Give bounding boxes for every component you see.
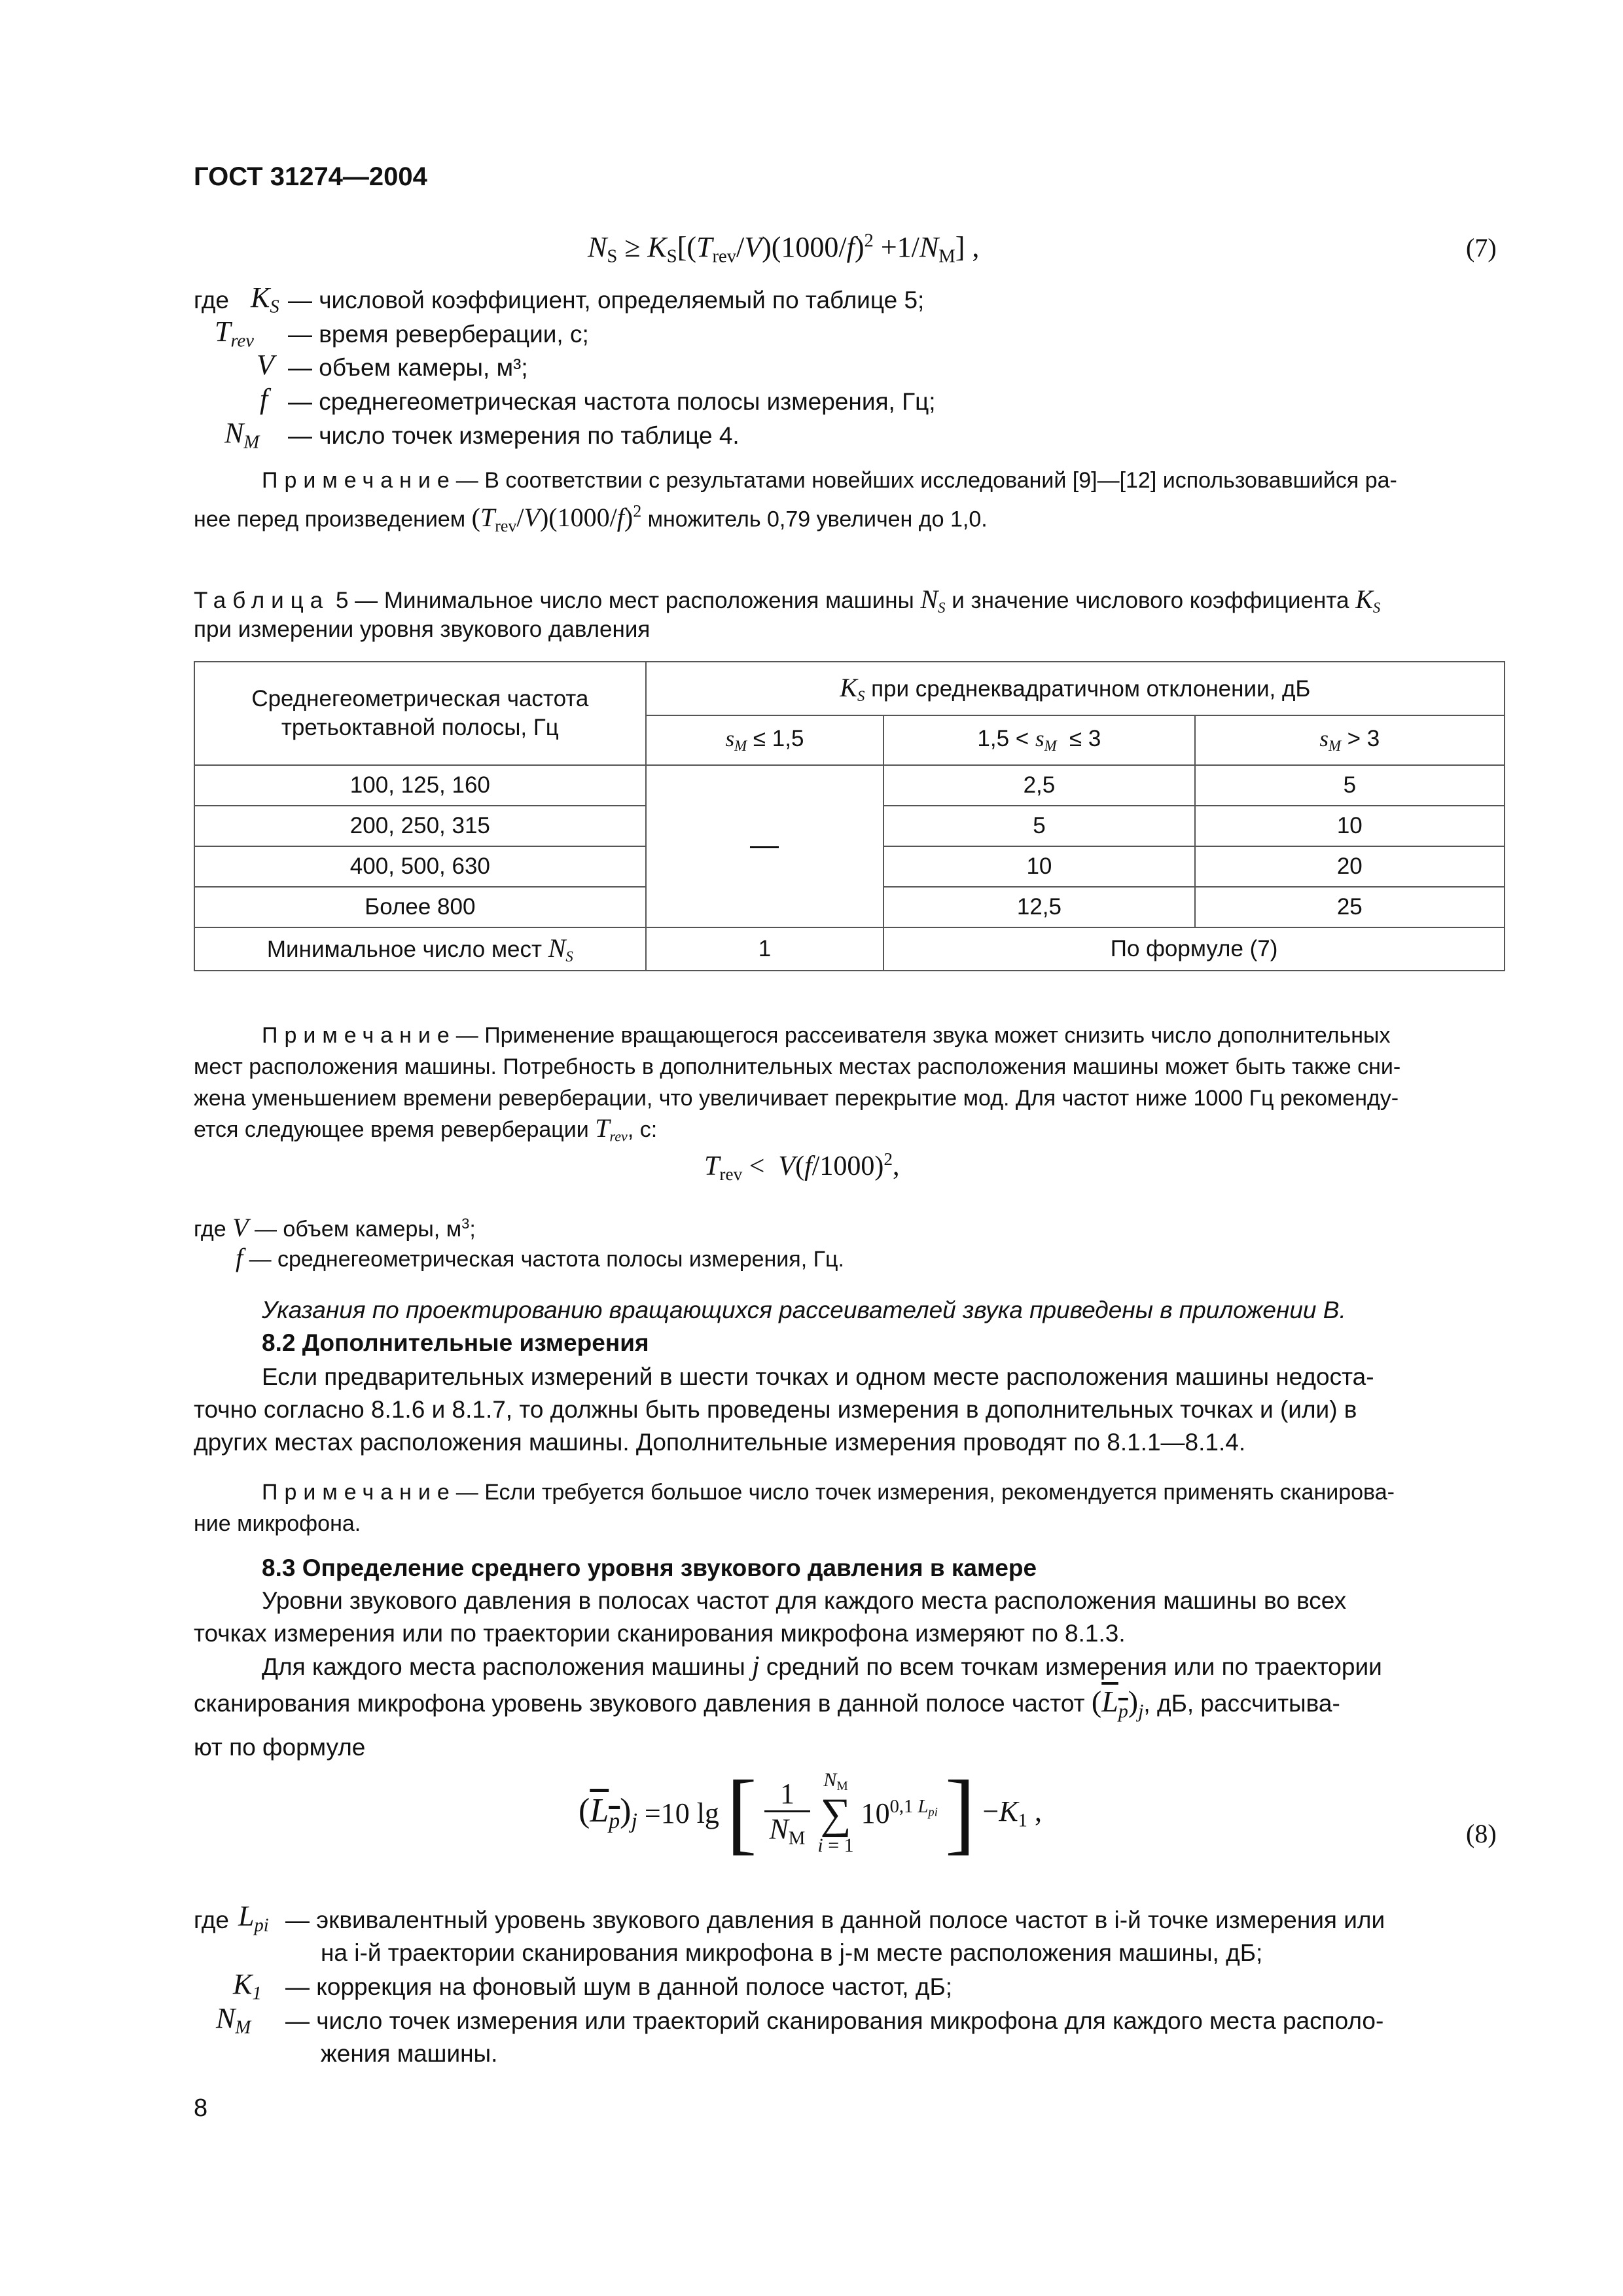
- section-8-2-note: [262, 1477, 1395, 1508]
- note-1-line2-post: множитель 0,79 увеличен до 1,0.: [647, 507, 988, 532]
- document-code: ГОСТ 31274—2004: [194, 162, 427, 191]
- where-nm2-desc1: — число точек измерения или траекторий сканирования микрофона для каждого места располо-: [285, 2007, 1384, 2034]
- table-last-row-label: Минимальное число мест $N_S$: [194, 927, 646, 971]
- section-8-2-p1: Если предварительных измерений в шести точках и одном месте расположения машины недоста-: [262, 1363, 1374, 1390]
- symbol-k1: $K_1$: [233, 1968, 262, 2004]
- note-2-where-v: где V — объем камеры, $м^3$;: [194, 1213, 476, 1243]
- section-8-3-p5: ют по формуле: [194, 1734, 366, 1761]
- where-k1-desc: — коррекция на фоновый шум в данной полосе частот, дБ;: [285, 1973, 952, 2000]
- symbol-nm-2: $N_M$: [216, 2002, 251, 2038]
- table-cell: 5: [883, 806, 1194, 846]
- symbol-lpi: $L_{pi}$: [238, 1900, 269, 1936]
- note-2-line3: жена уменьшением времени реверберации, что увеличивает перекрытие мод. Для частот ниже 1000 Гц рекоменду-: [194, 1086, 1399, 1111]
- section-8-3-p4: [194, 1685, 1340, 1729]
- table-row-freq: 100, 125, 160: [194, 765, 646, 806]
- table-cell: 20: [1195, 846, 1505, 887]
- formula-8-sum: $N_M$ ∑ i = 1: [817, 1768, 854, 1857]
- section-8-2-p2: точно согласно 8.1.6 и 8.1.7, то должны быть проведены измерения в дополнительных точках и (или) в: [194, 1396, 1357, 1423]
- table-header-ks-group: $K_S$ при среднеквадратичном отклонении, дБ: [646, 662, 1505, 715]
- table-5-caption: Таблица 5 — Минимальное число мест расположения машины $N_S$ и значение числового коэффициента $K_S$: [194, 584, 1381, 616]
- symbol-trev: $T_{rev}$: [215, 315, 254, 351]
- note-2-where-f: f — среднегеометрическая частота полосы измерения, Гц.: [236, 1243, 844, 1272]
- note-2-label: Примечание: [262, 1023, 456, 1048]
- section-8-2-p3: других местах расположения машины. Дополнительные измерения проводят по 8.1.1—8.1.4.: [194, 1429, 1246, 1456]
- section-8-2-note-line2: ние микрофона.: [194, 1511, 361, 1536]
- where-f-desc: — среднегеометрическая частота полосы измерения, Гц;: [288, 388, 936, 415]
- table-cell: 2,5: [883, 765, 1194, 806]
- section-8-2-title: 8.2 Дополнительные измерения: [262, 1329, 649, 1356]
- section-8-2-note-line1: — Если требуется большое число точек измерения, рекомендуется применять сканирова-: [455, 1480, 1395, 1505]
- where-ks-desc: — числовой коэффициент, определяемый по таблице 5;: [288, 287, 925, 314]
- note-2-line2: мест расположения машины. Потребность в дополнительных местах расположения машины может быть также сни-: [194, 1054, 1401, 1079]
- table-cell: 10: [883, 846, 1194, 887]
- where-lpi-desc2: на i-й траектории сканирования микрофона в j-м месте расположения машины, дБ;: [321, 1939, 1263, 1966]
- note-1: [262, 465, 1397, 496]
- page-number: 8: [194, 2094, 208, 2122]
- table-cell: 12,5: [883, 887, 1194, 927]
- table-subheader-3: $s_M > 3$: [1195, 715, 1505, 765]
- table-row-freq: Более 800: [194, 887, 646, 927]
- table-row-freq: 200, 250, 315: [194, 806, 646, 846]
- table-header-frequency: Среднегеометрическая частота третьоктавной полосы, Гц: [194, 662, 646, 765]
- section-8-3-p2: точках измерения или по траектории сканирования микрофона измеряют по 8.1.3.: [194, 1620, 1126, 1647]
- where-intro: где: [194, 287, 230, 314]
- table-merged-dash: [646, 765, 884, 927]
- symbol-v: V: [257, 349, 274, 381]
- note-1-line2-pre: нее перед произведением: [194, 507, 466, 532]
- note-1-label: Примечание: [262, 468, 456, 493]
- section-8-2-note-label: Примечание: [262, 1480, 456, 1505]
- where-trev-desc: — время реверберации, с;: [288, 321, 589, 348]
- note-2-formula: $T_{rev} < V(f/1000)^2$,: [704, 1149, 900, 1185]
- where-lpi-desc1: — эквивалентный уровень звукового давления в данной полосе частот в i-й точке измерения или: [285, 1907, 1385, 1933]
- dash-mark: [750, 846, 779, 848]
- note-1-line1: — В соответствии с результатами новейших исследований [9]—[12] использовавшийся ра-: [455, 468, 1397, 493]
- note-2-line4: ется следующее время реверберации $T_{rev}$, с:: [194, 1113, 658, 1145]
- formula-7: $N_S \ge K_S[(T_{rev}/V)(1000/f)^2 +1/N_M]$ ,: [588, 230, 980, 267]
- table-subheader-2: $1,5 < s_M \le 3$: [883, 715, 1194, 765]
- note-1-line2: [194, 496, 988, 542]
- formula-8-fraction: $\frac{1}{N_M}$: [764, 1777, 811, 1850]
- symbol-ks: $K_S$: [251, 281, 279, 317]
- symbol-nm: $N_M$: [224, 417, 260, 453]
- table-cell: 5: [1195, 765, 1505, 806]
- table-5: [194, 661, 1505, 971]
- table-subheader-1: $s_M \le 1,5$: [646, 715, 884, 765]
- table-cell: 10: [1195, 806, 1505, 846]
- table-5-caption-line2: при измерении уровня звукового давления: [194, 617, 651, 642]
- note-1-expression: $(T_{rev}/V)(1000/f)^2$: [471, 502, 642, 536]
- italic-reference: Указания по проектированию вращающихся рассеивателей звука приведены в приложении В.: [262, 1297, 1346, 1323]
- where-v-desc: — объем камеры, м³;: [288, 354, 528, 381]
- avg-lp-symbol: $(L_p)_j$: [1091, 1685, 1144, 1722]
- section-8-3-p3: Для каждого места расположения машины j средний по всем точкам измерения или по траектории: [262, 1651, 1382, 1681]
- table-row-freq: 400, 500, 630: [194, 846, 646, 887]
- table-cell: По формуле (7): [883, 927, 1505, 971]
- section-8-3-p4-post: , дБ, рассчитыва-: [1143, 1690, 1340, 1717]
- where8-intro: где: [194, 1907, 230, 1933]
- note-2-line1: — Применение вращающегося рассеивателя звука может снизить число дополнительных: [455, 1023, 1391, 1048]
- section-8-3-p4-pre: сканирования микрофона уровень звукового давления в данной полосе частот: [194, 1690, 1085, 1717]
- note-2: [262, 1020, 1390, 1051]
- where-nm2-desc2: жения машины.: [321, 2040, 498, 2067]
- table-5-caption-label: Таблица: [194, 588, 330, 613]
- section-8-3-p1: Уровни звукового давления в полосах частот для каждого места расположения машины во всех: [262, 1587, 1347, 1614]
- formula-7-number: (7): [1466, 233, 1497, 262]
- symbol-f: f: [260, 383, 268, 415]
- formula-8: $(L_p)_j =10$ lg [ $\frac{1}{N_M}$ $N_M$ ∑ i = 1 $10^{0,1 L_{pi}}$ ] $-K_1$ ,: [579, 1762, 1042, 1863]
- table-cell: 25: [1195, 887, 1505, 927]
- where-nm-desc: — число точек измерения по таблице 4.: [288, 422, 740, 449]
- table-cell: 1: [646, 927, 884, 971]
- section-8-3-title: 8.3 Определение среднего уровня звукового давления в камере: [262, 1554, 1037, 1581]
- formula-8-number: (8): [1466, 1819, 1497, 1848]
